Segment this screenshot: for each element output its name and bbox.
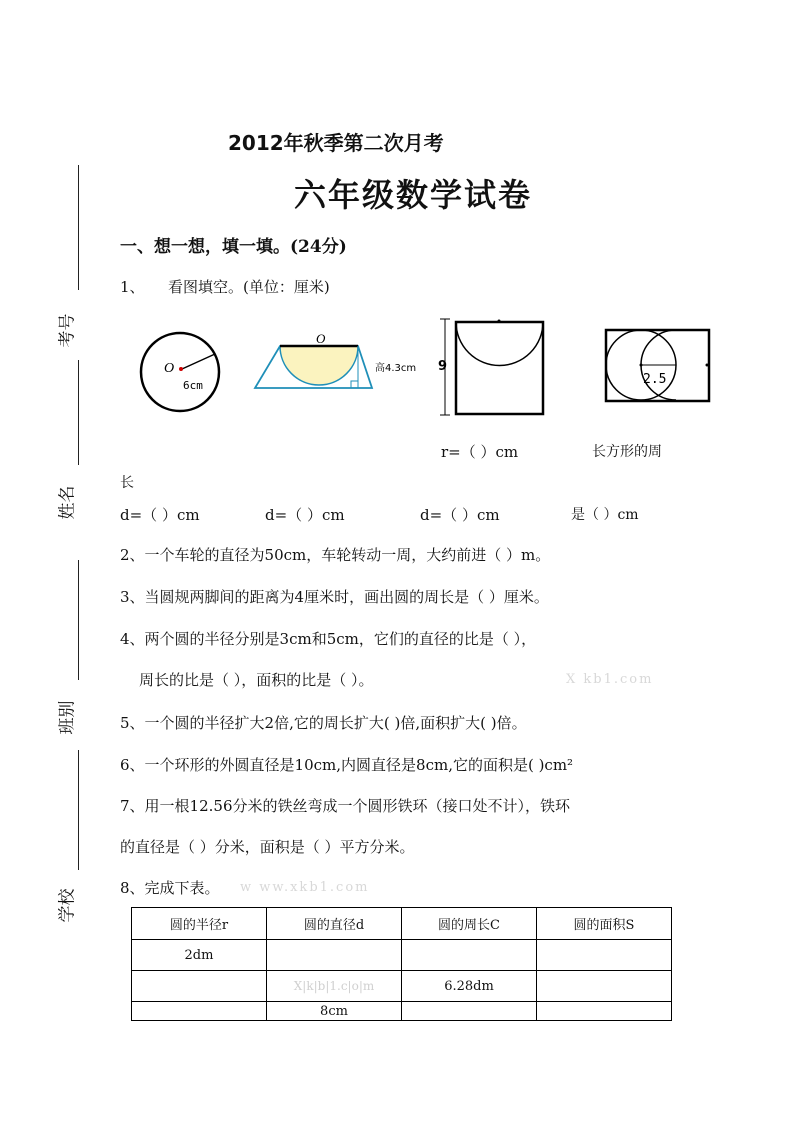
circle-table [131, 907, 672, 1021]
question-7-line-2: 的直径是（ ）分米，面积是（ ）平方分米。 [120, 838, 415, 856]
figure-circle [135, 325, 230, 420]
fig1-label-r: 6cm [183, 379, 203, 392]
table-cell[interactable] [537, 940, 672, 971]
question-2: 2、一个车轮的直径为50cm，车轮转动一周，大约前进（ ）m。 [120, 546, 551, 564]
diameter-blank-2: d=（ ）cm [265, 506, 345, 524]
perimeter-text-b: 长 [120, 475, 134, 491]
exam-number-label: 考号 [57, 313, 78, 348]
perimeter-text-a: 长方形的周 [592, 444, 662, 460]
question-1-text: 看图填空。(单位：厘米) [168, 278, 330, 296]
table-cell[interactable] [402, 940, 537, 971]
header-radius: 圆的半径r [132, 908, 267, 940]
radius-blank: r=（ ）cm [441, 443, 519, 461]
table-cell[interactable]: 2dm [132, 940, 267, 971]
table-cell-watermark[interactable]: X|k|b|1.c|o|m [267, 971, 402, 1002]
table-cell[interactable] [132, 971, 267, 1002]
watermark-1: X kb1.com [566, 672, 654, 687]
table-header-row [132, 908, 672, 940]
header-circumference: 圆的周长C [402, 908, 537, 940]
page-title: 六年级数学试卷 [294, 176, 533, 214]
table-cell[interactable] [132, 1002, 267, 1021]
question-6: 6、一个环形的外圆直径是10cm,内圆直径是8cm,它的面积是( )cm² [120, 756, 574, 774]
table-cell[interactable] [537, 1002, 672, 1021]
binding-line-4 [78, 750, 79, 870]
fig2-label-h: 高4.3cm [375, 363, 417, 374]
table-row [132, 940, 672, 971]
fig1-label-o: O [164, 361, 175, 376]
section-heading: 一、想一想，填一填。(24分) [120, 237, 347, 257]
table-cell[interactable] [537, 971, 672, 1002]
question-4-line-2: 周长的比是（ ），面积的比是（ ）。 [139, 671, 374, 689]
fig2-label-o: O [316, 331, 326, 346]
class-label: 班别 [57, 700, 78, 735]
question-5: 5、一个圆的半径扩大2倍,它的周长扩大( )倍,面积扩大( )倍。 [120, 714, 527, 732]
question-4-line-1: 4、两个圆的半径分别是3cm和5cm，它们的直径的比是（ ）， [120, 630, 537, 648]
binding-line-2 [78, 360, 79, 465]
table-row [132, 971, 672, 1002]
diameter-blank-3: d=（ ）cm [420, 506, 500, 524]
student-name-label: 姓名 [57, 485, 78, 520]
binding-line-top [78, 165, 79, 290]
watermark-2: w ww.xkb1.com [240, 880, 370, 895]
figure-square-semicircle [436, 316, 551, 421]
table-cell[interactable]: 8cm [267, 1002, 402, 1021]
question-3: 3、当圆规两脚间的距离为4厘米时，画出圆的周长是（ ）厘米。 [120, 588, 549, 606]
fig4-label: 2.5 [643, 372, 667, 387]
header-diameter: 圆的直径d [267, 908, 402, 940]
diameter-blank-1: d=（ ）cm [120, 506, 200, 524]
binding-line-3 [78, 560, 79, 680]
table-cell[interactable] [402, 1002, 537, 1021]
perimeter-blank: 是（ ）cm [571, 507, 639, 523]
question-1-number: 1、 [120, 278, 145, 296]
school-label: 学校 [57, 888, 78, 923]
table-cell[interactable]: 6.28dm [402, 971, 537, 1002]
fig3-label: 9 [438, 359, 448, 374]
question-8: 8、完成下表。 [120, 879, 220, 897]
exam-subtitle: 2012年秋季第二次月考 [228, 131, 444, 155]
table-cell[interactable] [267, 940, 402, 971]
table-row [132, 1002, 672, 1021]
figure-trapezoid-semicircle [250, 330, 430, 395]
header-area: 圆的面积S [537, 908, 672, 940]
question-7-line-1: 7、用一根12.56分米的铁丝弯成一个圆形铁环（接口处不计），铁环 [120, 797, 570, 815]
figure-rectangle-circles [603, 326, 713, 406]
